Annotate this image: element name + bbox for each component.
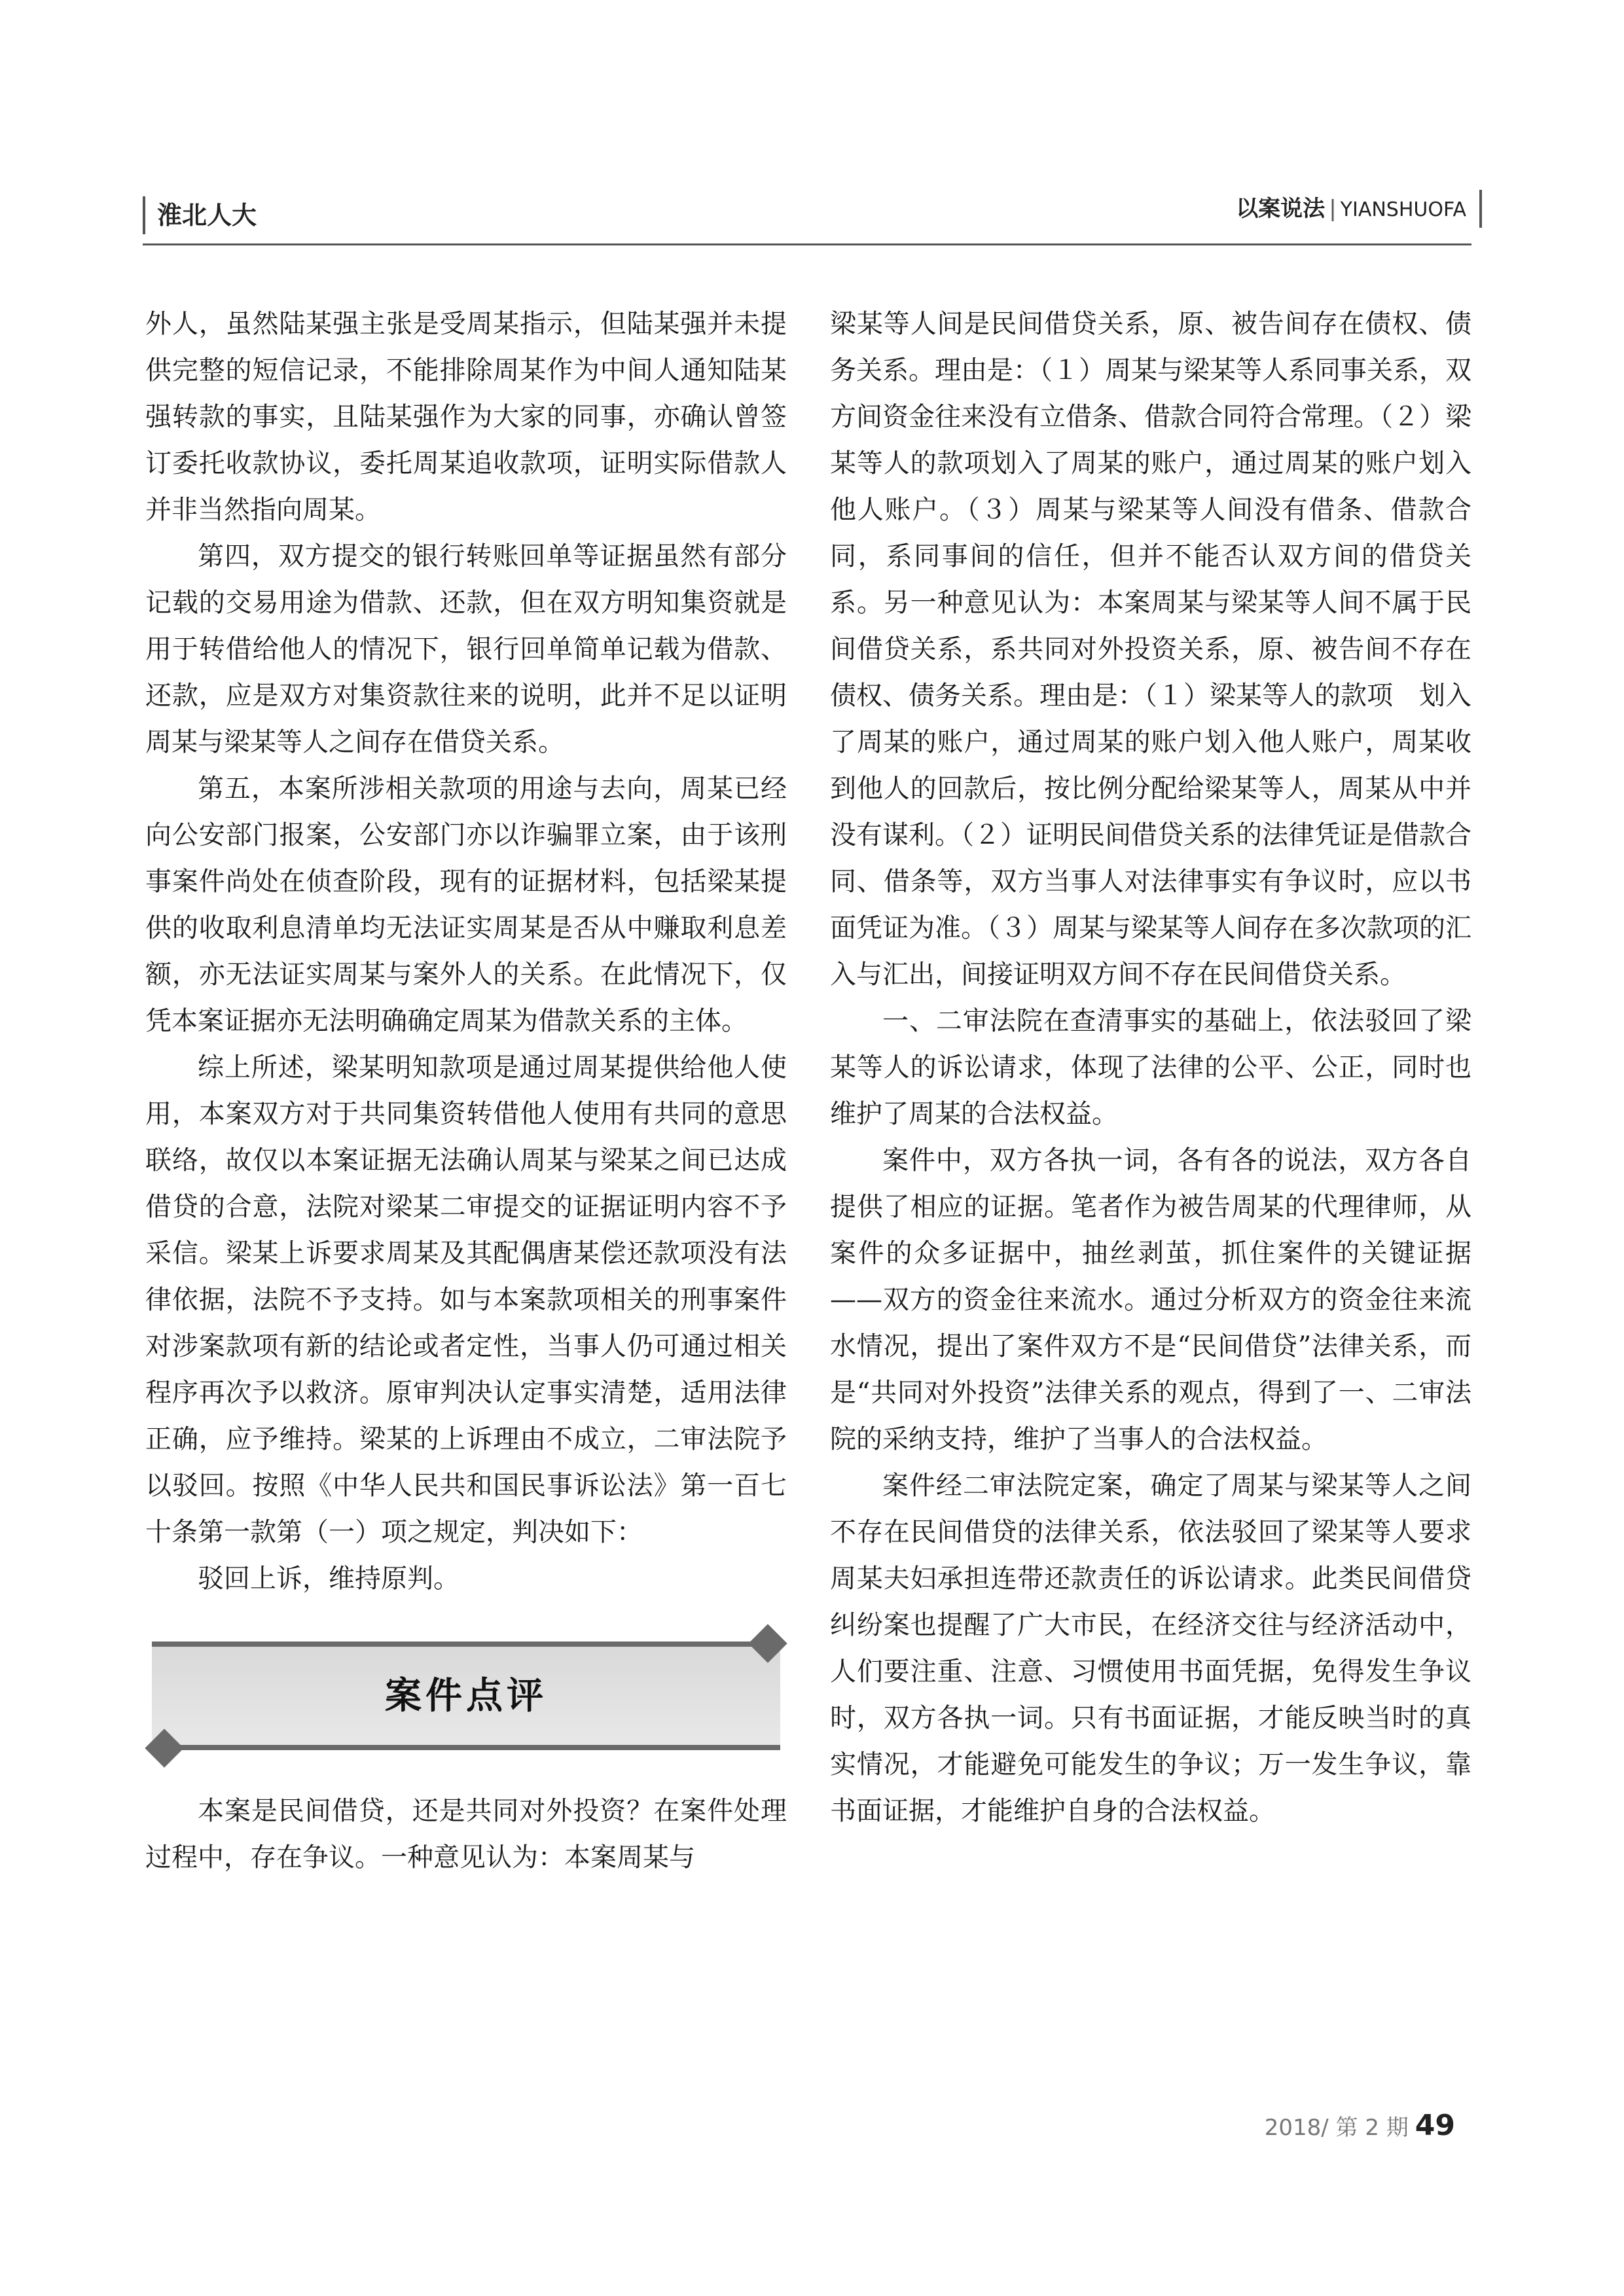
header-rule <box>143 243 1471 245</box>
paragraph: 外人，虽然陆某强主张是受周某指示，但陆某强并未提供完整的短信记录，不能排除周某作为中间人通知陆某强转款的事实，且陆某强作为大家的同事，亦确认曾签订委托收款协议，委托周某追收款项，证明实际借款人并非当然指向周某。 <box>145 309 787 525</box>
left-column <box>145 301 787 1881</box>
column-title-en: YIANSHUOFA <box>1340 198 1466 221</box>
paragraph: 案件经二审法院定案，确定了周某与梁某等人之间不存在民间借贷的法律关系，依法驳回了梁某等人要求周某夫妇承担连带还款责任的诉讼请求。此类民间借贷纠纷案也提醒了广大市民，在经济交往与经济活动中，人们要注重、注意、习惯使用书面凭据，免得发生争议时，双方各执一词。只有书面证据，才能反映当时的真实情况，才能避免可能发生的争议；万一发生争议，靠书面证据，才能维护自身的合法权益。 <box>830 1471 1471 1826</box>
paragraph: 本案是民间借贷，还是共同对外投资？在案件处理过程中，存在争议。一种意见认为：本案周某与 <box>145 1796 787 1873</box>
column-title-separator: | <box>1329 196 1337 222</box>
right-column <box>830 301 1471 1835</box>
paragraph: 驳回上诉，维持原判。 <box>198 1564 460 1594</box>
paragraph: 梁某等人间是民间借贷关系，原、被告间存在债权、债务关系。理由是：（１）周某与梁某等人系同事关系，双方间资金往来没有立借条、借款合同符合常理。（２）梁某等人的款项划入了周某的账户，通过周某的账户划入他人账户。（３）周某与梁某等人间没有借条、借款合同，系同事间的信任，但并不能否认双方间的借贷关系。另一种意见认为：本案周某与梁某等人间不属于民间借贷关系，系共同对外投资关系，原、被告间不存在债权、债务关系。理由是：（１）梁某等人的款项 划入了周某的账户，通过周某的账户划入他人账户，周某收到他人的回款后，按比例分配给梁某等人，周某从中并没有谋利。（２）证明民间借贷关系的法律凭证是借款合同、借条等，双方当事人对法律事实有争议时，应以书面凭证为准。（３）周某与梁某等人间存在多次款项的汇入与汇出，间接证明双方间不存在民间借贷关系。 <box>830 309 1471 990</box>
page-number: 49 <box>1415 2109 1455 2142</box>
paragraph: 综上所述，梁某明知款项是通过周某提供给他人使用，本案双方对于共同集资转借他人使用有共同的意思联络，故仅以本案证据无法确认周某与梁某之间已达成借贷的合意，法院对梁某二审提交的证据证明内容不予采信。梁某上诉要求周某及其配偶唐某偿还款项没有法律依据，法院不予支持。如与本案款项相关的刑事案件对涉案款项有新的结论或者定性，当事人仍可通过相关程序再次予以救济。原审判决认定事实清楚，适用法律正确，应予维持。梁某的上诉理由不成立，二审法院予以驳回。按照《中华人民共和国民事诉讼法》第一百七十条第一款第（一）项之规定，判决如下： <box>145 1052 787 1547</box>
paragraph: 一、二审法院在查清事实的基础上，依法驳回了梁某等人的诉讼请求，体现了法律的公平、公正，同时也维护了周某的合法权益。 <box>830 1006 1471 1129</box>
paragraph: 案件中，双方各执一词，各有各的说法，双方各自提供了相应的证据。笔者作为被告周某的代理律师，从案件的众多证据中，抽丝剥茧，抓住案件的关键证据——双方的资金往来流水。通过分析双方的资金往来流水情况，提出了案件双方不是“民间借贷”法律关系，而是“共同对外投资”法律关系的观点，得到了一、二审法院的采纳支持，维护了当事人的合法权益。 <box>830 1145 1471 1454</box>
paragraph: 第四，双方提交的银行转账回单等证据虽然有部分记载的交易用途为借款、还款，但在双方明知集资就是用于转借给他人的情况下，银行回单简单记载为借款、还款，应是双方对集资款往来的说明，此并不足以证明周某与梁某等人之间存在借贷关系。 <box>145 541 787 757</box>
journal-title: 淮北人大 <box>143 196 257 234</box>
section-title-box <box>145 1627 787 1765</box>
page-footer <box>1265 2109 1455 2142</box>
column-title <box>1191 190 1482 228</box>
issue-label: 2018/ 第 2 期 <box>1264 2115 1409 2141</box>
column-title-cn: 以案说法 <box>1236 196 1326 222</box>
section-title: 案件点评 <box>385 1674 547 1717</box>
paragraph: 第五，本案所涉相关款项的用途与去向，周某已经向公安部门报案，公安部门亦以诈骗罪立案，由于该刑事案件尚处在侦查阶段，现有的证据材料，包括梁某提供的收取利息清单均无法证实周某是否从中赚取利息差额，亦无法证实周某与案外人的关系。在此情况下，仅凭本案证据亦无法明确确定周某为借款关系的主体。 <box>145 774 787 1036</box>
